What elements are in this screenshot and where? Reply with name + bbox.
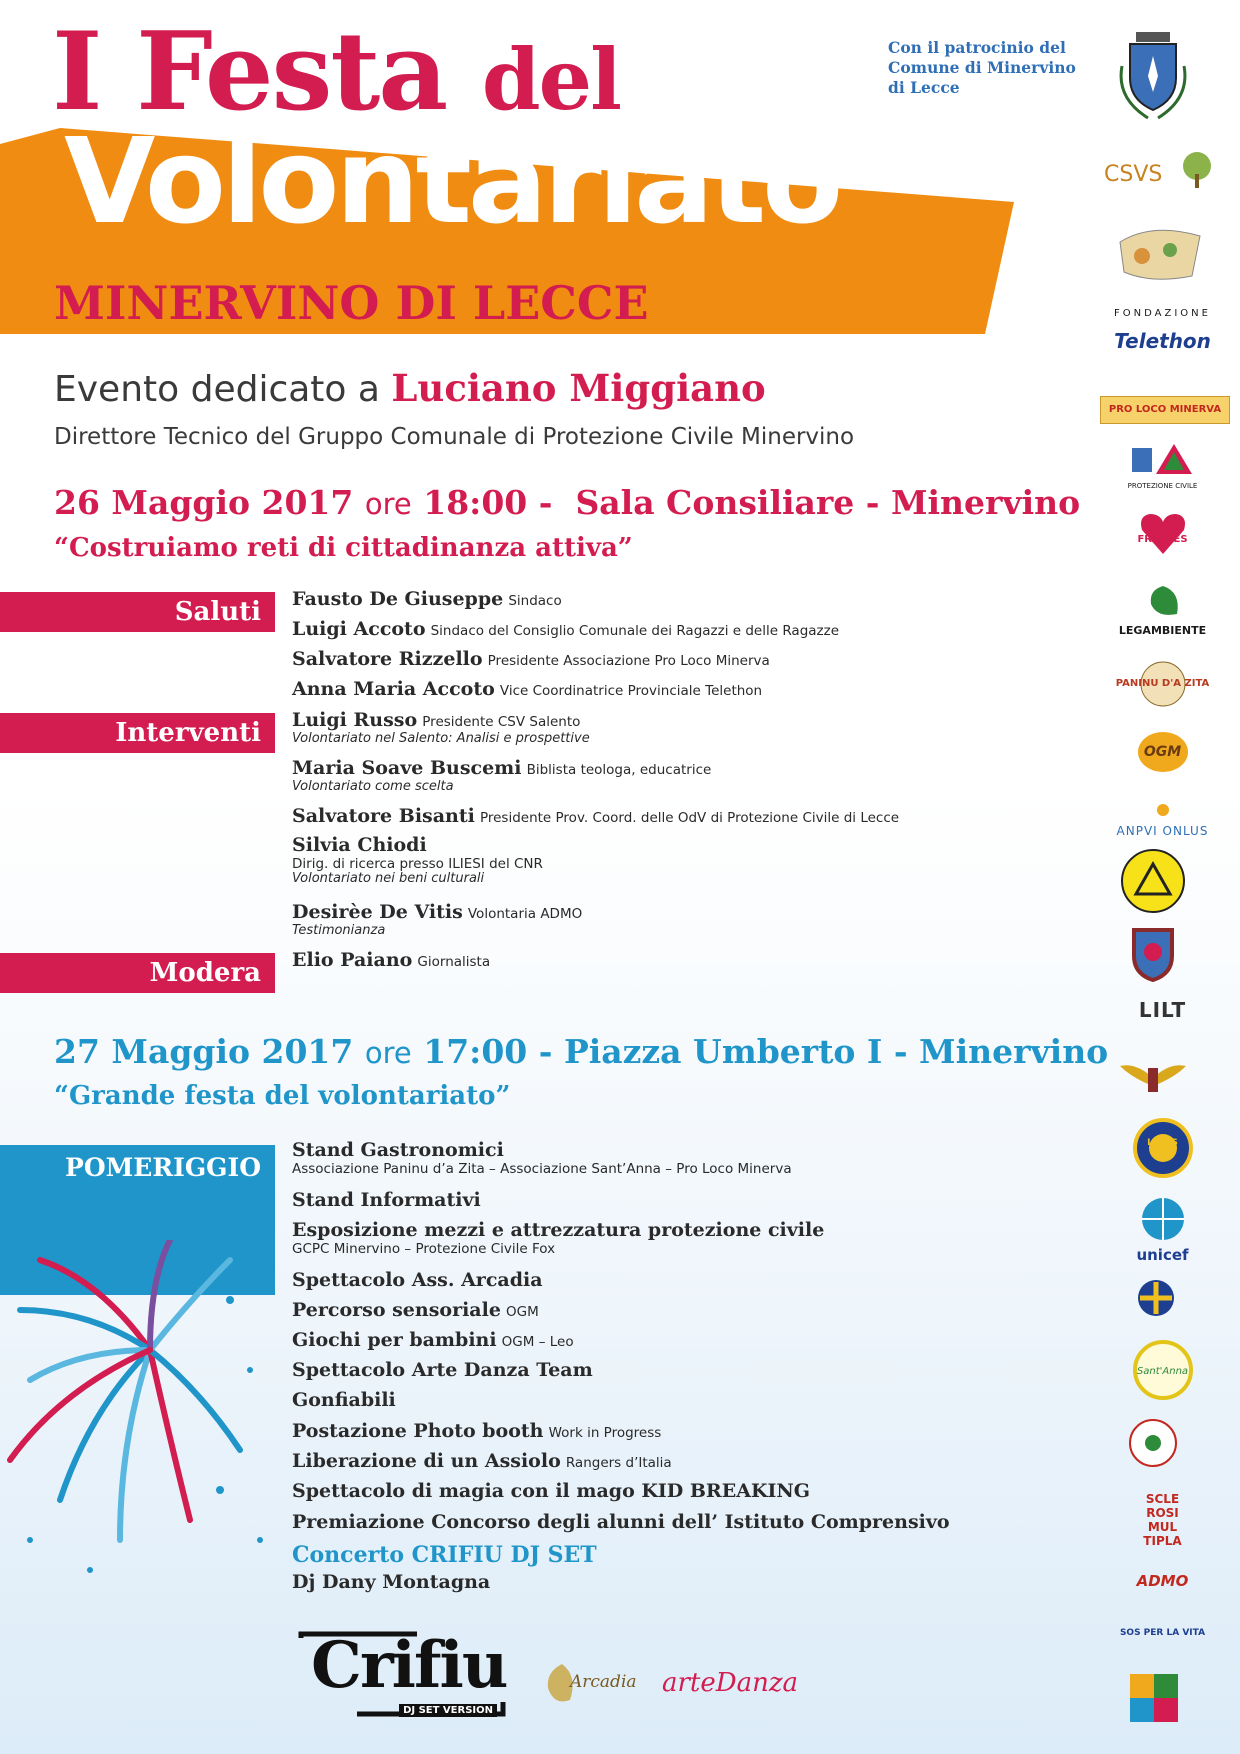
round-seal-icon <box>1128 1418 1178 1468</box>
section-label-modera: Modera <box>0 953 275 993</box>
artedanza-logo: arteDanza <box>662 1668 799 1698</box>
day2-quote: “Grande festa del volontariato” <box>54 1081 511 1111</box>
program-item: Premiazione Concorso degli alunni dell’ Istituto Comprensivo <box>292 1511 950 1533</box>
section-label-pomeriggio: POMERIGGIO <box>0 1145 275 1295</box>
interventi-entry: Silvia Chiodi Dirig. di ricerca presso ILIESI del CNR Volontariato nei beni culturali <box>292 834 543 887</box>
interventi-entry: Salvatore Bisanti Presidente Prov. Coord. delle OdV di Protezione Civile di Lecce <box>292 805 900 827</box>
interventi-entry: Maria Soave Buscemi Biblista teologa, educatrice Volontariato come scelta <box>292 757 712 794</box>
sponsor-protezione-civile: PROTEZIONE CIVILE <box>1100 442 1225 490</box>
sponsor-admo: ADMO <box>1136 1572 1189 1590</box>
arcadia-logo: Arcadia <box>540 1656 640 1716</box>
coat-of-arms-icon <box>1108 26 1198 126</box>
program-item: Spettacolo Arte Danza Team <box>292 1359 593 1381</box>
program-item: Percorso sensoriale OGM <box>292 1299 539 1321</box>
sponsor-anpvi: ANPVI ONLUS <box>1100 800 1225 838</box>
dedication-subtitle: Direttore Tecnico del Gruppo Comunale di Protezione Civile Minervino <box>54 424 855 450</box>
sponsor-proloco: PRO LOCO MINERVA <box>1100 396 1230 424</box>
program-item: Stand Informativi <box>292 1189 481 1211</box>
cross-emblem-icon <box>1136 1278 1176 1318</box>
program-item: Liberazione di un Assiolo Rangers d’Italia <box>292 1450 672 1472</box>
modera-entry: Elio Paiano Giornalista <box>292 949 491 971</box>
crifiu-logo: Crifiu DJ SET VERSION <box>297 1630 509 1720</box>
dedication-line: Evento dedicato a Luciano Miggiano <box>54 366 766 410</box>
shield-crest-icon <box>1130 926 1176 982</box>
fireworks-decoration <box>0 1240 290 1600</box>
sponsor-ogm: OGM <box>1100 730 1225 760</box>
illustration-icon <box>1112 222 1208 284</box>
program-item: Postazione Photo booth Work in Progress <box>292 1420 662 1442</box>
saluti-entry: Luigi Accoto Sindaco del Consiglio Comunale dei Ragazzi e delle Ragazze <box>292 618 840 640</box>
sponsor-sclerosi: SCLE ROSI MUL TIPLA <box>1143 1492 1182 1548</box>
program-item: Giochi per bambini OGM – Leo <box>292 1329 574 1351</box>
day1-heading: 26 Maggio 2017 ore 18:00 - Sala Consiliare - Minervino <box>54 483 1081 522</box>
sponsor-illustration-logo <box>1112 222 1208 284</box>
saluti-entry: Anna Maria Accoto Vice Coordinatrice Provinciale Telethon <box>292 678 763 700</box>
sponsor-santanna: Sant'Anna <box>1100 1340 1225 1377</box>
patronage-text: Con il patrocinio del Comune di Minervino di Lecce <box>888 38 1076 97</box>
sponsor-legambiente: LEGAMBIENTE <box>1100 584 1225 637</box>
sponsor-unicef: unicef <box>1100 1196 1225 1264</box>
sponsor-fratres: FRATRES <box>1100 510 1225 545</box>
interventi-entry: Desirèe De Vitis Volontaria ADMO Testimonianza <box>292 901 583 938</box>
day1-quote: “Costruiamo reti di cittadinanza attiva” <box>54 533 633 563</box>
saluti-entry: Fausto De Giuseppe Sindaco <box>292 588 562 610</box>
saluti-entry: Salvatore Rizzello Presidente Associazione Pro Loco Minerva <box>292 648 770 670</box>
program-item: Spettacolo di magia con il mago KID BREAKING <box>292 1480 810 1502</box>
interventi-entry: Luigi Russo Presidente CSV Salento Volontariato nel Salento: Analisi e prospettive <box>292 709 590 746</box>
section-label-interventi: Interventi <box>0 713 275 753</box>
protezione-civile-icon <box>1128 442 1198 478</box>
tree-icon <box>1177 150 1217 190</box>
concert-heading: Concerto CRIFIU DJ SET <box>292 1542 597 1568</box>
sponsor-lilt: LILT <box>1138 998 1187 1022</box>
heart-icon <box>1138 510 1188 556</box>
sponsor-paninu: PANINU D'A ZITA <box>1100 660 1225 689</box>
title-city: MINERVINO DI LECCE <box>54 276 649 330</box>
lions-badge-icon <box>1133 1118 1193 1178</box>
civil-protection-badge-icon <box>1120 848 1186 914</box>
sponsor-telethon: FONDAZIONE Telethon <box>1114 308 1211 353</box>
leaf-icon <box>1143 584 1183 620</box>
title-line-1: I Festa del <box>52 9 620 135</box>
day2-heading: 27 Maggio 2017 ore 17:00 - Piazza Umberto I - Minervino <box>54 1032 1109 1071</box>
program-item: Spettacolo Ass. Arcadia <box>292 1269 543 1291</box>
sponsor-csvs: CSVS <box>1100 150 1225 202</box>
sponsor-sos-per-la-vita: SOS PER LA VITA <box>1119 1628 1206 1638</box>
winged-emblem-icon <box>1118 1056 1188 1100</box>
section-label-saluti: Saluti <box>0 592 275 632</box>
sponsor-lions: LIONS <box>1100 1118 1225 1148</box>
title-line-2: Volontariato <box>64 112 840 250</box>
globe-icon <box>1138 1196 1188 1242</box>
sun-icon <box>1153 800 1173 820</box>
colorful-puzzle-icon <box>1126 1670 1182 1726</box>
program-item: Esposizione mezzi e attrezzatura protezione civile GCPC Minervino – Protezione Civile Fox <box>292 1219 825 1257</box>
program-item: Stand Gastronomici Associazione Paninu d’a Zita – Associazione Sant’Anna – Pro Loco Minerva <box>292 1139 792 1177</box>
dj-entry: Dj Dany Montagna <box>292 1571 491 1593</box>
program-item: Gonfiabili <box>292 1389 396 1411</box>
